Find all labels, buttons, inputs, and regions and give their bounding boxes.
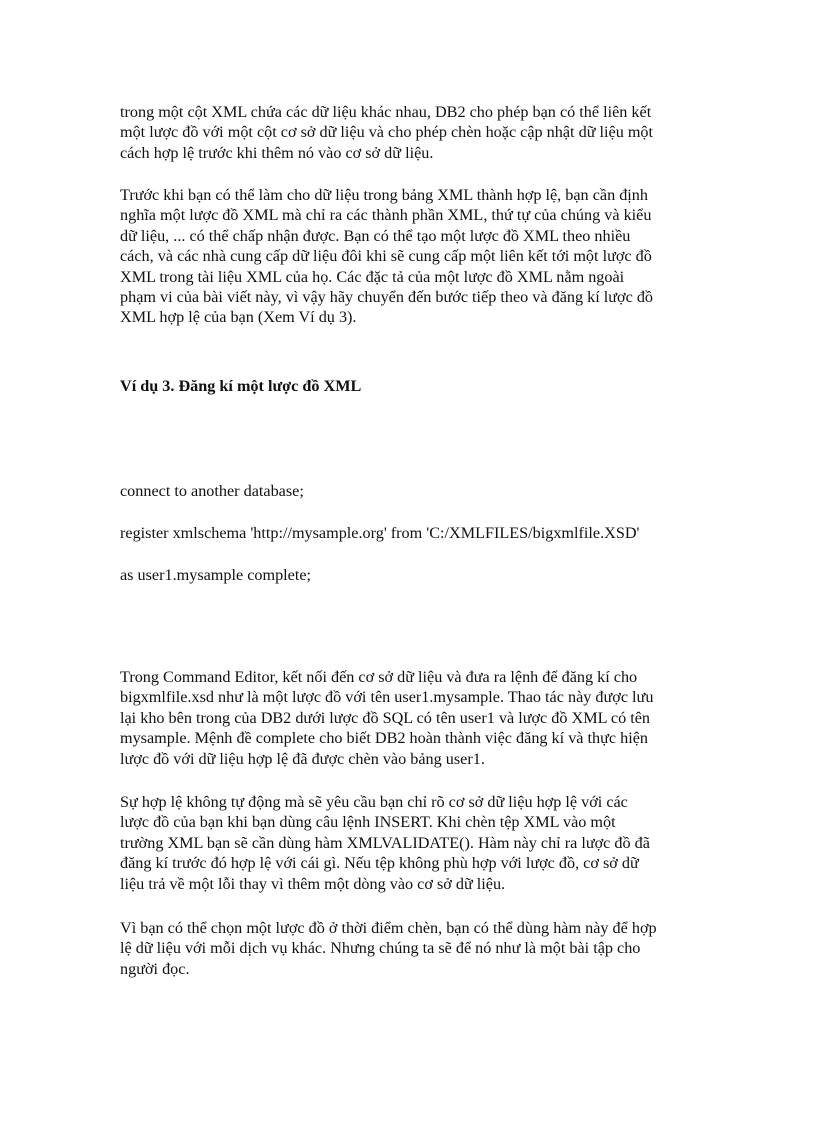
text-line: người đọc. <box>120 959 190 978</box>
code-line-as: as user1.mysample complete; <box>120 566 312 584</box>
paragraph-define-schema <box>120 185 710 328</box>
text-line: trong một cột XML chứa các dữ liệu khác nhau, DB2 cho phép bạn có thể liên kết <box>120 103 652 121</box>
text-line: lại kho bên trong của DB2 dưới lược đồ SQL có tên user1 và lược đồ XML có tên <box>120 708 651 727</box>
paragraph-xml-column-schema <box>120 102 710 163</box>
code-line-register: register xmlschema 'http://mysample.org' from 'C:/XMLFILES/bigxmlfile.XSD' <box>120 524 640 542</box>
text-line: lược đồ của bạn khi bạn dùng câu lệnh INSERT. Khi chèn tệp XML vào một <box>120 813 616 832</box>
text-line: nghĩa một lược đồ XML mà chỉ ra các thành phần XML, thứ tự của chúng và kiểu <box>120 206 652 225</box>
text-line: dữ liệu, ... có thể chấp nhận được. Bạn có thể tạo một lược đồ XML theo nhiều <box>120 226 631 245</box>
paragraph-exercise <box>120 918 710 979</box>
text-line: XML trong tài liệu XML của họ. Các đặc tả của một lược đồ XML nằm ngoài <box>120 267 625 286</box>
text-line: Trong Command Editor, kết nối đến cơ sở dữ liệu và đưa ra lệnh để đăng kí cho <box>120 668 638 686</box>
code-line-connect: connect to another database; <box>120 482 304 500</box>
text-line: lược đồ với dữ liệu hợp lệ đã được chèn vào bảng user1. <box>120 749 485 768</box>
text-line: cách, và các nhà cung cấp dữ liệu đôi khi sẽ cung cấp một liên kết tới một lược đồ <box>120 247 652 266</box>
text-line: lệ dữ liệu với mỗi dịch vụ khác. Nhưng chúng ta sẽ để nó như là một bài tập cho <box>120 939 641 958</box>
text-line: cách hợp lệ trước khi thêm nó vào cơ sở dữ liệu. <box>120 143 434 162</box>
text-line: bigxmlfile.xsd như là một lược đồ với tên user1.mysample. Thao tác này được lưu <box>120 688 654 707</box>
text-line: đăng kí trước đó hợp lệ với cái gì. Nếu tệp không phù hợp với lược đồ, cơ sở dữ <box>120 854 639 873</box>
example-heading: Ví dụ 3. Đăng kí một lược đồ XML <box>120 377 362 395</box>
paragraph-validation <box>120 792 710 894</box>
text-line: Trước khi bạn có thể làm cho dữ liệu trong bảng XML thành hợp lệ, bạn cần định <box>120 186 648 204</box>
text-line: Sự hợp lệ không tự động mà sẽ yêu cầu bạn chỉ rõ cơ sở dữ liệu hợp lệ với các <box>120 793 628 811</box>
text-line: mysample. Mệnh đề complete cho biết DB2 hoàn thành việc đăng kí và thực hiện <box>120 729 648 748</box>
text-line: phạm vi của bài viết này, vì vậy hãy chuyển đến bước tiếp theo và đăng kí lược đồ <box>120 288 654 307</box>
paragraph-command-editor <box>120 667 710 769</box>
text-line: trường XML bạn sẽ cần dùng hàm XMLVALIDATE(). Hàm này chỉ ra lược đồ đã <box>120 833 650 852</box>
text-line: một lược đồ với một cột cơ sở dữ liệu và cho phép chèn hoặc cập nhật dữ liệu một <box>120 123 654 142</box>
text-line: Vì bạn có thể chọn một lược đồ ở thời điểm chèn, bạn có thể dùng hàm này để hợp <box>120 919 657 937</box>
text-line: XML hợp lệ của bạn (Xem Ví dụ 3). <box>120 308 357 327</box>
text-line: liệu trả về một lỗi thay vì thêm một dòng vào cơ sở dữ liệu. <box>120 874 506 893</box>
